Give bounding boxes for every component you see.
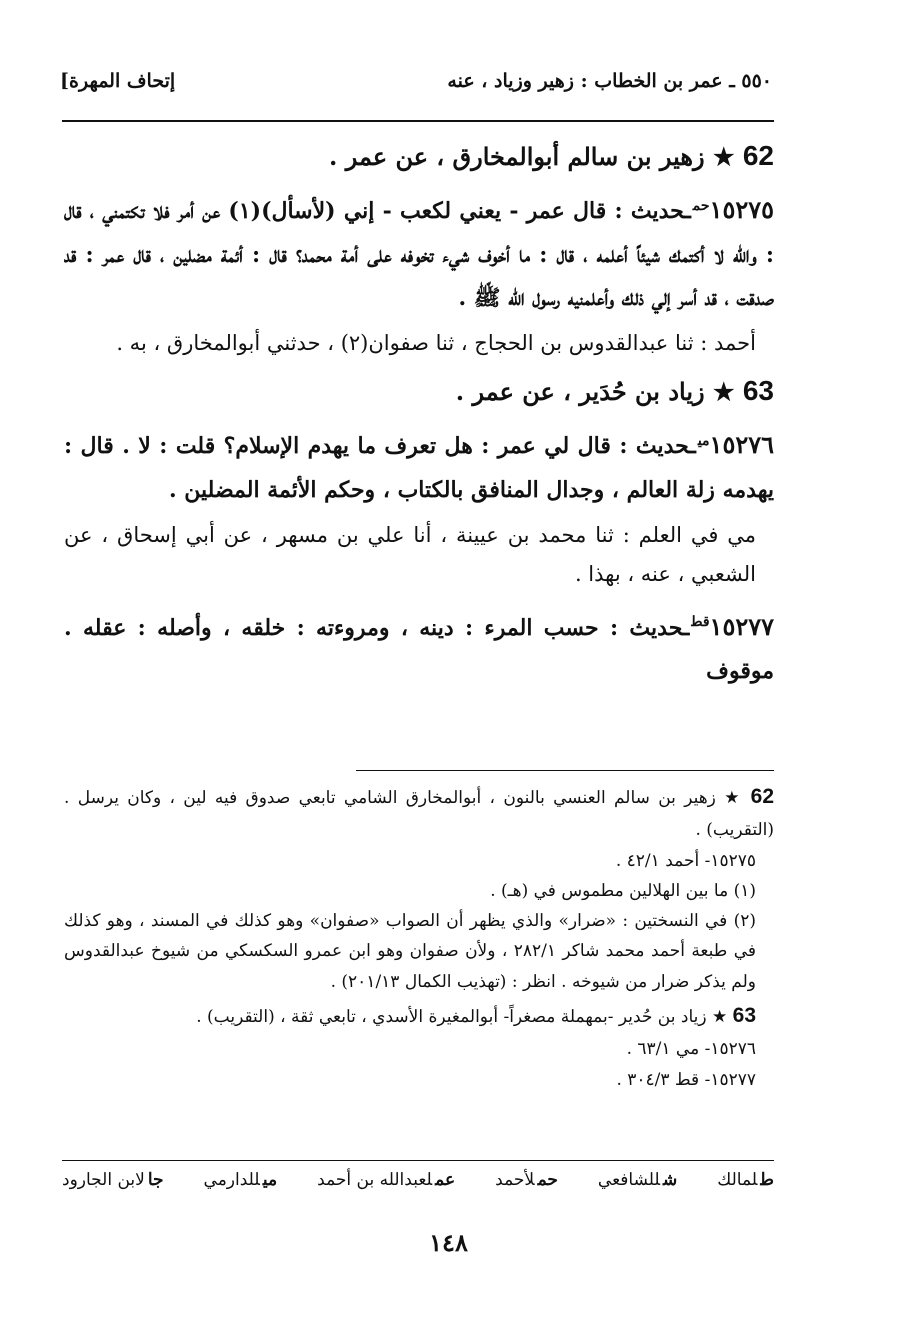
narrator-text: زياد بن حُدَير ، عن عمر . xyxy=(455,376,705,406)
legend-meaning: للشافعي xyxy=(597,1170,661,1190)
footnote-text: زياد بن حُدير -بمهملة مصغراً- أبوالمغيرة الأسدي ، تابعي ثقة ، (التقريب) . xyxy=(196,1006,707,1027)
legend-meaning: لعبدالله بن أحمد xyxy=(317,1170,433,1190)
narrator-heading-62 xyxy=(64,134,774,177)
legend-item xyxy=(317,1170,455,1190)
narrator-heading-63 xyxy=(64,369,774,412)
narrator-number: 63 xyxy=(742,374,774,406)
hadith-15277 xyxy=(64,604,774,694)
legend-meaning: للدارمي xyxy=(203,1170,260,1190)
hadith-15276 xyxy=(64,422,774,512)
header-section-title: ٥٥٠ ـ عمر بن الخطاب : زهير وزياد ، عنه xyxy=(447,70,772,92)
running-header xyxy=(60,70,772,92)
star-icon: ★ xyxy=(712,142,735,171)
legend-item xyxy=(598,1170,677,1190)
footnote-1: (١) ما بين الهلالين مطموس في (هـ) . xyxy=(490,880,756,901)
hadith-text: حسب المرء : دينه ، ومروءته : خلقه ، وأصله : عقله . موقوف xyxy=(64,614,774,685)
hadith-number: ١٥٢٧٧ xyxy=(709,611,774,641)
narrator-number: 62 xyxy=(742,140,774,171)
legend-rule xyxy=(62,1160,774,1161)
footnote-2: (٢) في النسختين : «ضرار» والذي يظهر أن الصواب «صفوان» وهو كذلك في المسند ، وهو كذلك في طبعة أحمد محمد شاكر ٢٨٢/١ ، ولأن صفوان وهو ابن عمرو السكسكي من شيوخ عبدالقدوس ولم يذكر ضرار من شيوخه . انظر : (تهذيب الكمال ٢٠١/١٣) . xyxy=(64,911,756,992)
legend-item xyxy=(62,1170,164,1190)
footnotes xyxy=(64,778,774,1095)
narrator-text: زهير بن سالم أبوالمخارق ، عن عمر . xyxy=(328,142,705,171)
isnad-15275: أحمد : ثنا عبدالقدوس بن الحجاج ، ثنا صفوان(٢) ، حدثني أبوالمخارق ، به . xyxy=(116,330,756,355)
legend-abbr: ش xyxy=(663,1170,678,1190)
footnote-number: 62 xyxy=(750,785,774,808)
legend-item xyxy=(717,1170,774,1190)
hadith-lead: ـحديث : xyxy=(619,433,696,460)
star-icon: ★ xyxy=(711,1006,728,1027)
legend-abbr: ط xyxy=(760,1170,774,1190)
footnote-63 xyxy=(64,997,774,1034)
legend-abbr: عم xyxy=(435,1170,456,1190)
footnote-rule xyxy=(356,770,774,771)
source-code: مي xyxy=(697,432,710,449)
legend-meaning: لأحمد xyxy=(495,1170,535,1190)
abbreviation-legend xyxy=(62,1170,774,1190)
legend-meaning: لابن الجارود xyxy=(62,1170,145,1190)
legend-abbr: مي xyxy=(262,1170,278,1190)
legend-abbr: حم xyxy=(537,1170,558,1190)
hadith-number: ١٥٢٧٥ xyxy=(709,195,774,225)
source-code: قط xyxy=(691,614,710,631)
source-code: حم xyxy=(692,198,710,215)
main-text xyxy=(64,128,774,693)
legend-item xyxy=(204,1170,278,1190)
header-book-title: [إتحاف المهرة xyxy=(60,70,176,92)
footnote-text: زهير بن سالم العنسي بالنون ، أبوالمخارق الشامي تابعي صدوق فيه لين ، وكان يرسل . (التقريب) . xyxy=(64,788,774,841)
footnote-15275: ١٥٢٧٥- أحمد ٤٢/١ . xyxy=(615,850,756,871)
footnote-62 xyxy=(64,778,774,846)
hadith-15275 xyxy=(64,187,774,320)
hadith-number: ١٥٢٧٦ xyxy=(709,430,774,460)
isnad-15276: مي في العلم : ثنا محمد بن عيينة ، أنا علي بن مسهر ، عن أبي إسحاق ، عن الشعبي ، عنه ، بهذا . xyxy=(64,522,756,586)
footnote-15277: ١٥٢٧٧- قط ٣٠٤/٣ . xyxy=(616,1069,756,1090)
star-icon: ★ xyxy=(712,376,735,406)
legend-abbr: جا xyxy=(147,1170,164,1190)
hadith-text: قال لي عمر : هل تعرف ما يهدم الإسلام؟ قلت : لا . قال : يهدمه زلة العالم ، وجدال المنافق بالكتاب ، وحكم الأئمة المضلين . xyxy=(64,433,774,503)
footnote-number: 63 xyxy=(732,1003,756,1027)
page-number: ١٤٨ xyxy=(429,1228,468,1257)
star-icon: ★ xyxy=(724,788,743,808)
header-rule xyxy=(62,120,774,122)
hadith-text: قال عمر - يعني لكعب - إني (لأسأل)(١) عن أمر فلا تكتمني ، قال : والله لا أكتمك شيئاً أعلمه ، قال : ما أخوف شيء تخوفه على أمة محمد؟ قال : أئمة مضلين ، قال عمر : قد صدقت ، قد أسر إلي ذلك وأعلمنيه رسول الله ﷺ . xyxy=(64,198,774,312)
hadith-lead: ـحديث : xyxy=(609,614,690,641)
legend-item xyxy=(495,1170,558,1190)
legend-meaning: لمالك xyxy=(717,1170,758,1190)
footnote-15276: ١٥٢٧٦- مي ٦٣/١ . xyxy=(626,1039,756,1060)
hadith-lead: ـحديث : xyxy=(614,198,691,225)
